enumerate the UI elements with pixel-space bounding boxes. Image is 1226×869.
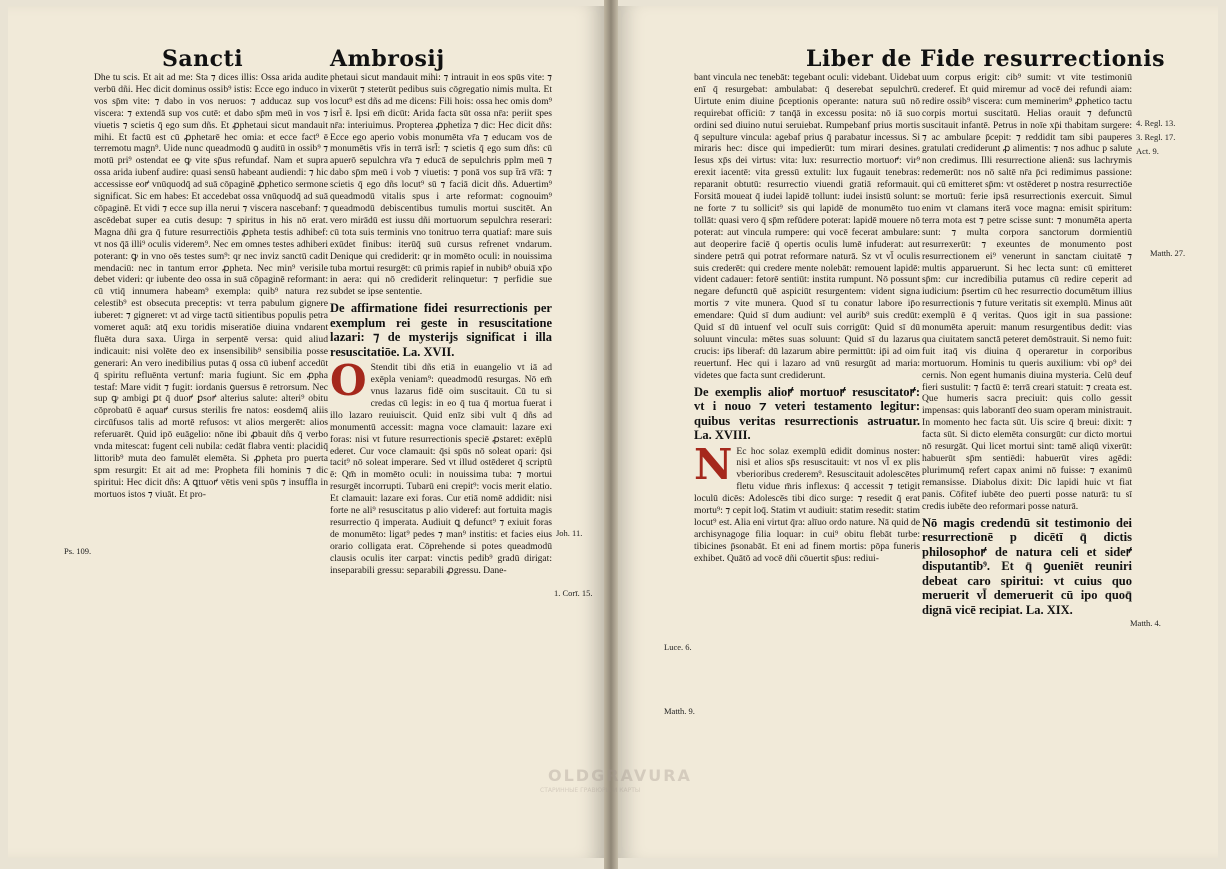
margin-note-reg13: 4. Regl. 13. — [1136, 118, 1176, 128]
column-text: bant vincula nec tenebāt: tegebant oculi: videbant. Uidebat enī q̄ resurgebat: ambulabat: q̄ deserebat sepulchrū. Uirtute enim diuine p̄ceptionis operante: natura suū nō requirebat officiū: ⁊ tanq̄ā in excessu posita: nō iā suo ordini sed diuino nutui seruiebat. Rumpebanf prius mortis q̄ sepulture vincula: agebaf prius q̄ parabatur incessus. Si miraris hec: disce qui impedierūt: tum mirari desines. Iesus xp̄s dei virtus: vita: lux: resurrectio mortuoꝵ: vir⁹ erexit iacentē: vita gressū extulit: lux fugauit tenebras: reparanit obtutū: resurrectio viuendi gratiā reformauit. Forsitā moueat q̄ iudei lapidē tollunt: iudei insistū solunt: ne forte ⁊ tu sollicit⁹ sis qui lapidē de monumēto tuo tollāt: quasi vero q̄ sp̄m refūdere poterat: lapidē mouere nō poterat: aut vincula rumpere: qui vocē fecerat ambulare: aut deoperire faciē q̄ opertis oculis lumē infuderat: aut sindere petrā qui potrat reformare naturā. Sz vt vl̄ oculis suis crederēt: qui credere mente nolebāt: remouent lapidē: vident cadauer: fetorē sentiūt: instita rumpunt. Nō possunt negare defunctū quē aspiciūt resurgentem: vident signa mortis ⁊ vite munera. Quod sī tu conatur labore ip̄o emendare: Quid sī dum audiunt: vel aurib⁹ suis credūt: Quid sī dū intuenf vel oculī suis corrigūt: Quid sī dū soluunt vincula: mētes suas soluunt: Quid sī du lazarus crucis: ip̄s liberaf: dū lazarum abire permittūt: ip̄i ad oim reuertunf. Hec qui i lazaro ad vnū resurgūt ad maria: videtes que facta sunt crediderunt. — [694, 72, 920, 381]
column-text: Ec hoc solaz exemplū edidit dominus noster: nisi et alios sp̄s resuscitauit: vt nos vl̄ ex plis vberioribus crederem⁹. Resuscitauit adolescētes fletu vidue m̄ris inflexus: q̄ accessit ⁊ tetigit loculū dicēs: Adolescēs tibi dico surge: ⁊ resedit q̄ erat mortu⁹: ⁊ cepit loq̄. Statim vt audiuit: statim resedit: statim locut⁹ est. Alia eni virtut q̄ra: alīuo ordo nature. Nā quid de archisynagoge filia loquar: in cui⁹ obitu flebāt turbe: tibicines p̄sonabāt. Et eni ad finem mortis: pōpa funeris exhibet. Quātō ad vocē dñi cōuertit sp̄us: rediui- — [694, 445, 920, 564]
column-text: uum corpus erigit: cib⁹ sumit: vt vite testimoniū crederef. Et quid miremur ad vocē dei refundi aiam: redire ossib⁹ viscera: cum meminerim⁹ ꝓphetico tactu corpis mortui suscitatū. Helias orauit ⁊ defunctū suscitauit infantē. Petrus in noīe xp̄i thabitam surgere: ⁊ ac ambulare p̄cepit: ⁊ reddidit tam sibi pauperes gratulati crediderunt ꝓ alimentis: ⁊ nos adhuc p salute non credimus. Illi resurrectione alienā: sus lachrymis redemerūt: nos nō saltē nr̄a p̄ci redimimus passione: qui cū emitteret sp̄m: vt ostēderet p nostra resurrectiōe se mortuū: ferie ipsā resurrectionis exercuit. Simul enim vt clamans iterā voce magna: emisit spiritum: terra mota est ⁊ petre scisse sunt: ⁊ monumēta aperta sunt: ⁊ multa corpora sanctorum dormientiū resurrexerūt: ⁊ exeuntes de monumento post resurrectionem ei⁹ venerunt in sanctam ciuitatē ⁊ multis apparuerunt. Si hec lecta sunt: cū emitteret sp̄m: cur incredibilia putamus cū redire ceperit ad iudicium: p̄sertim cū hec resurrectio documētum illius resurrectionis ⁊ future veritatis sit exemplū. Minus aūt exemplū ē q̄ veritas. Quos igit in sua passione: monumēta aperuit: manum resurgentibus dedit: vias qua ciuitatem sanctā peteret demōstrauit. Si nemo fuit: fuit itaq̄ vis diuina q̄ operaretur in corporibus mortuorum. Hominis tu queris auxilium: vbi op⁹ dei cernis. Non egent humanis diuina mysteria. Celū deuf fieri sustulit: ⁊ factū ē: terrā creari statuit: ⁊ creata est. Que humeris sacra preciuit: quis collo gessit impensas: quis laborantī deo suam operam ministrauit. In momento hec facta sūt. Uis scire q̄ breui: dixit: ⁊ facta sūt. Si dicto elemēta consurgūt: cur dicto mortui nō resurgāt. Qui licet mortui sint: tamē aliqū vixerūt: habuerūt sp̄m sentiēdi: habuerūt vires agēdi: plurimumq̄ refert capax animi nō fuisse: ⁊ exanimū remansisse. Diabolus dixit: Dic lapidi huic vt fiat panis. Cōfitef iubēte deo puerti posse naturā: tu sī credis iubēte deo reformari posse naturā. — [922, 72, 1132, 512]
watermark-logo: OLDGRAVURA — [548, 766, 692, 785]
column-text: Stendit tibi dñs etiā in euangelio vt iā ad exēpla veniam⁹: queadmodū resurgas. Nō em̄ vnus lazarus fidē oim suscitauit. Cū tu si credas cū legis: in eo q̄ tua q̄ mortua fuerat i illo lazaro reuiuiscit. Quid enīz sibi vult q̄ dñs ad monumentū accessit: magna voce clamauit: lazare exi foras: nisi vt future resurrectionis speciē ꝓstaret: exēplū ederet. Cur voce clamauit: q̄si spūs nō soleat opari: q̄si tacit⁹ nō soleat imperare. Sed vt illud ostēderet q̄ scriptū ē: Qm̄ in momēto oculi: in nouissima tuba: ⁊ mortui resurgēt incorrupti. Tubarū eni crepit⁹: vocis merit elatio. Et clamauit: lazare exi foras. Cur etiā nomē addidit: nisi forte ne ali⁹ resuscitatus p alio videref: aut fortuita magis resurrectio q̄ imperata. Audiuit ꝗ defunct⁹ ⁊ exiuit foras de monumēto: ligat⁹ pedes ⁊ man⁹ institis: et facies eius orario colligata erat. Cōprehende si potes queadmodū clausis oculis iter carpat: vinctis pedib⁹ gradū dirigat: inseparabili gressu: separabili ꝓgressu. Dane- — [330, 362, 552, 576]
right-page — [618, 6, 1218, 858]
margin-note-matth9: Matth. 9. — [664, 706, 695, 716]
red-initial-n: N — [694, 439, 733, 489]
margin-note-joh: Joh. 11. — [556, 528, 583, 538]
header-right-of-left-page: Ambrosij — [330, 46, 445, 72]
margin-note-matth27: Matth. 27. — [1150, 248, 1186, 258]
book-gutter — [604, 0, 618, 869]
chapter-heading-18: De exemplis alioꝵ mortuoꝵ resuscitatoꝵ: vt i nouo ⁊ veteri testamento legitur: quibus veritas resurrectionis astruatur. La. XVIII. — [694, 384, 920, 443]
column-text: phetaui sicut mandauit mihi: ⁊ intrauit in eos spūs vite: ⁊ vixerūt ⁊ steterūt pedibus suis cōgregatio nimis multa. Et locut⁹ est dñs ad me dicens: Fili hois: ossa hec omis dom⁹ isrl̄ ē. Ipsi em̄ dicūt: Arida facta sūt ossa nr̄a: periit spes nr̄a: interiuimus. Propterea ꝓpheti̇za ⁊ dic: Hec dicit dñs: Ecce ego aperio vobis monumēta vr̄a ⁊ educam vos de monumētis vr̄is in terrā isrl̄: ⁊ scietis q̄ ego sum dñs: cū apuerō sepulchra vr̄a ⁊ educā de sepulchris pplm meū ⁊ dabo sp̄m meū i vob ⁊ viuetis: ⁊ ponā vos sup t̄rā vr̄ā: ⁊ scietis q̄ ego dñs locut⁹ sū ⁊ faciā dicit dñs. Aduertim⁹ queadmodū vitalis spus i arte reformat: cognouim⁹ queadmodū debiscentibus tumulis mortui suscitēt. An vero mirādū est iussu dñi mortuorum sepulchra reserari: cū tota suis terminis vno tonitruo terra quatiaf: mare suis exūdet finibus: iterūq̄ suū cursus refrenet vndarum. Denique qui crediderit: qr in momēto oculi: in nouissima tuba mortui resurgēt: cū primis rapief in nubib⁹ obuiā xp̄o in aera: qui nō crediderit relinquetur: ⁊ perfidie sue subdet se ipse sententie. — [330, 72, 552, 298]
margin-note-reg17: 3. Regl. 17. — [1136, 132, 1176, 142]
chapter-17-body — [330, 356, 552, 576]
left-column-1 — [94, 72, 328, 752]
margin-note-luce: Luce. 6. — [664, 642, 692, 652]
margin-note-ps: Ps. 109. — [64, 546, 92, 556]
margin-note-act9: Act. 9. — [1136, 146, 1159, 156]
right-column-2 — [922, 72, 1132, 748]
red-initial-o: O — [330, 356, 367, 406]
column-text: Dhe tu scis. Et ait ad me: Sta ⁊ dices illis: Ossa arida audite verbū dñi. Hec dicit dominus ossib⁹ istis: Ecce ego induco in vos sp̄m vite: ⁊ dabo in vos neruos: ⁊ adducaz sup vos viscera: ⁊ extendā sup vos cutē: et dabo sp̄m meū in vos ⁊ viuetis ⁊ scietis q̄ ego sum dñs. Et ꝓphetaui sicut mandauit mihi. Et factū est cū ꝓphetarē hec omia: et ecce fact⁹ ē terremotu magn⁹. Uide nunc queadmodū ꝯ auditū in ossib⁹ ⁊ motū pri⁹ ostendat ee ꝙ vite sp̄us refundaf. Nam et supra ossa arida iubenf audire: quasi sensū habeant audiendi: ⁊ hic accessisse eoꝵ vnūquodq̄ ad suā cōpaginē ꝓphetico sermone significat. Sic em habes: Et accedebat ossa vnūquodq̄ ad suā cōpaginē. Et vidi ⁊ ecce sup illa nerui ⁊ viscera nascebanf: ⁊ ascēdebat super ea cutis desup: ⁊ spiritus in his nō erat. Magna dñi gra q̄ future resurrectiōis ꝓpheta testis adhibef: vt nos q̄ā illi⁹ oculis viderem⁹. Nec em omnes testes adhiberi poterant: ꝙ in vno oēs testes sum⁹: qr nec inviz sanctū cadit mendaciū: nec in tantum error ꝓpheta. Nec min⁹ verisile debet videri: qr iubente deo ossa in suā cōpaginē reformant: cū vtiq̄ innumera habeam⁹ exempla: quib⁹ natura rez celestib⁹ est obsecuta preceptis: vt terra pabulum gignere iuberet: ⁊ gigneret: vt ad virge tactū sitientibus populis petra vomeret aquā: atq̄ exu toridis miseratiōe diuina vndarent fluēta dura saxa. Uirga in serpentē versa: quid aliud indicauit: nisi volēte deo ex insensibilib⁹ sensibilia posse generari: An vero inedibilius putas q̄ ossa cū iubenf accedūt q̄ spiritu refluēnta vertunf: maria fugiunt. Sic em ꝓpha testaf: Mare vidit ⁊ fugit: iordanis ꝯuersus ē retrorsum. Nec sup ꝙ ambigi ꝑt q̄ duoꝵ ꝑsoꝵ alterius salute: alteri⁹ obitu cōprobatū ē aquaꝵ cursus sterilis fre natos: eosdemq̄ aliis circūfusos talis ad mortē refusos: vt alios mergerēt: alios referuarēt. Quid ipō euāgelio: nōne ibi ꝓbauit dñs q̄ verbo vnda mitescat: fugent celi nubila: cedāt flabra venti: placidiq̄ littorib⁹ muta deo famulēt elemēta. Si ꝓpheta pro puerta spm resurgit: Et ait ad me: Propheta fili hominis ⁊ dic spiritui: Hec dicit dñs: A ꝗttuoꝵ vētis veni spūs ⁊ insuffla in mortuos istos ⁊ viuāt. Et pro- — [94, 72, 328, 500]
right-column-1 — [694, 72, 920, 748]
left-column-2 — [330, 72, 552, 752]
watermark-subtitle: СТАРИННЫЕ ГРАВЮРЫ И КАРТЫ — [540, 787, 641, 794]
chapter-heading-17: De affirmatione fidei resurrectionis per exemplum rei geste in resuscitatione lazari: ⁊ de mysterijs significat i illa resuscitatiōe. La. XVII. — [330, 301, 552, 359]
chapter-18-body — [694, 439, 920, 565]
margin-note-cor: 1. Corī. 15. — [554, 588, 593, 598]
margin-note-matth4: Matth. 4. — [1130, 618, 1161, 628]
header-left: Sancti — [162, 46, 244, 72]
left-page — [8, 6, 604, 858]
header-running-title: Liber de Fide resurrectionis — [806, 46, 1165, 72]
chapter-heading-19: Nō magis credendū sit testimonio dei resurrectionē p dicētī q̄ dictis philosophoꝵ de natura celi et sideꝵ disputantib⁹. Et q̄ ꝯueniēt reuniri debeat caro spiritui: vt cuius quo meruerit vl̄ demeruerit cū ipo quoq̄ dignā vicē recipiat. La. XIX. — [922, 515, 1132, 617]
